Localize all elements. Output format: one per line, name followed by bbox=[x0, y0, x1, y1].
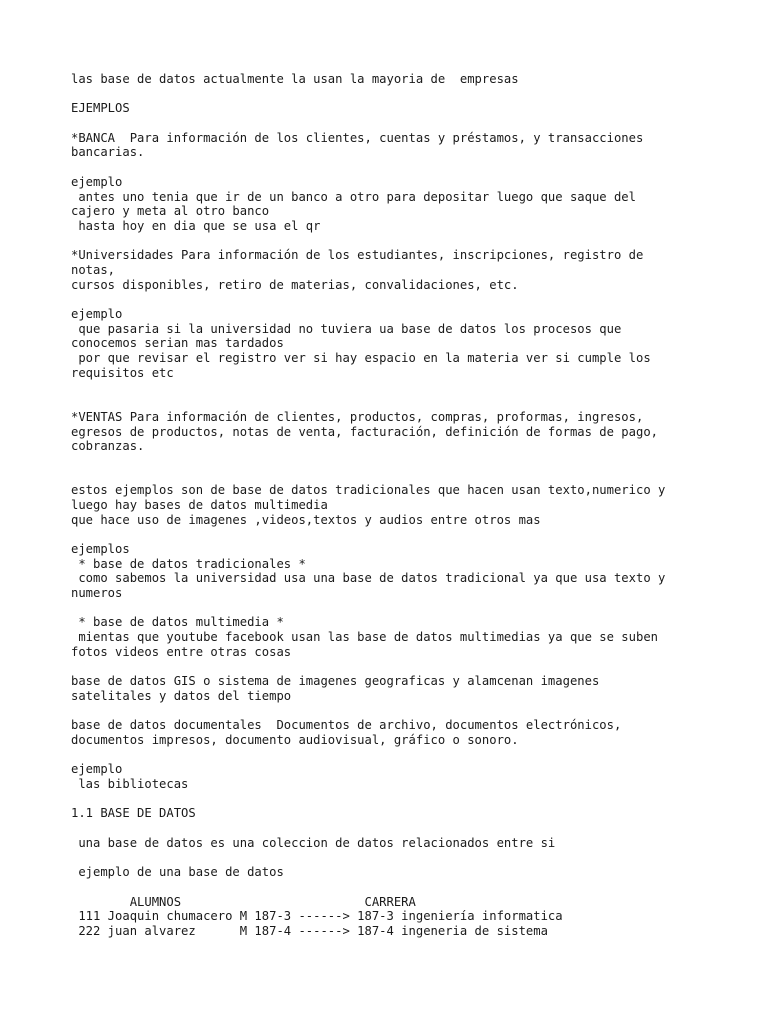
blank-line bbox=[71, 380, 711, 395]
blank-line bbox=[71, 792, 711, 807]
text-line: ALUMNOS CARRERA bbox=[71, 894, 416, 909]
text-line: hasta hoy en dia que se usa el qr bbox=[71, 218, 321, 233]
blank-line bbox=[71, 469, 711, 484]
text-line: ejemplo de una base de datos bbox=[71, 865, 284, 880]
blank-line bbox=[71, 748, 711, 763]
text-line: luego hay bases de datos multimedia bbox=[71, 497, 328, 512]
text-line: ejemplos bbox=[71, 542, 130, 556]
text-line: documentos impresos, documento audiovisual, gráfico o sonoro. bbox=[71, 732, 519, 747]
text-line: *VENTAS Para información de clientes, productos, compras, proformas, ingresos, bbox=[71, 409, 644, 424]
text-line: fotos videos entre otras cosas bbox=[71, 644, 292, 659]
text-line: * base de datos tradicionales * bbox=[71, 556, 306, 571]
text-line: mientas que youtube facebook usan las base de datos multimedias ya que se suben bbox=[71, 630, 658, 645]
text-line: las base de datos actualmente la usan la mayoria de empresas bbox=[71, 72, 519, 86]
text-line: una base de datos es una coleccion de datos relacionados entre si bbox=[71, 835, 556, 850]
text-line: que hace uso de imagenes ,videos,textos y audios entre otros mas bbox=[71, 512, 541, 527]
text-line: satelitales y datos del tiempo bbox=[71, 688, 292, 703]
text-line: cobranzas. bbox=[71, 439, 145, 454]
text-line: requisitos etc bbox=[71, 365, 174, 380]
blank-line bbox=[71, 454, 711, 469]
document-page bbox=[71, 72, 711, 939]
text-line: 1.1 BASE DE DATOS bbox=[71, 806, 196, 821]
blank-line bbox=[71, 660, 711, 675]
text-line: 222 juan alvarez M 187-4 ------> 187-4 ingeneria de sistema bbox=[71, 923, 548, 938]
text-line: 111 Joaquin chumacero M 187-3 ------> 187-3 ingeniería informatica bbox=[71, 909, 563, 924]
text-line: estos ejemplos son de base de datos tradicionales que hacen usan texto,numerico y bbox=[71, 483, 666, 498]
blank-line bbox=[71, 601, 711, 616]
text-line: bancarias. bbox=[71, 145, 145, 160]
blank-line bbox=[71, 234, 711, 249]
blank-line bbox=[71, 850, 711, 865]
text-line: antes uno tenia que ir de un banco a otro para depositar luego que saque del bbox=[71, 189, 636, 204]
blank-line bbox=[71, 292, 711, 307]
blank-line bbox=[71, 395, 711, 410]
text-line: egresos de productos, notas de venta, facturación, definición de formas de pago, bbox=[71, 424, 658, 439]
text-line: base de datos documentales Documentos de archivo, documentos electrónicos, bbox=[71, 718, 622, 733]
text-line: ejemplo bbox=[71, 174, 123, 189]
text-line: que pasaria si la universidad no tuviera ua base de datos los procesos que bbox=[71, 321, 622, 336]
text-line: cursos disponibles, retiro de materias, convalidaciones, etc. bbox=[71, 277, 519, 292]
text-line: como sabemos la universidad usa una base de datos tradicional ya que usa texto y bbox=[71, 571, 666, 586]
text-line: EJEMPLOS bbox=[71, 101, 130, 116]
text-line: *BANCA Para información de los clientes, cuentas y préstamos, y transacciones bbox=[71, 130, 644, 145]
text-line: cajero y meta al otro banco bbox=[71, 204, 270, 219]
blank-line bbox=[71, 116, 711, 131]
text-line: ejemplo bbox=[71, 762, 123, 777]
blank-line bbox=[71, 821, 711, 836]
text-line: notas, bbox=[71, 262, 116, 277]
text-line: *Universidades Para información de los estudiantes, inscripciones, registro de bbox=[71, 248, 644, 263]
text-line: * base de datos multimedia * bbox=[71, 615, 284, 630]
blank-line bbox=[71, 527, 711, 542]
blank-line bbox=[71, 87, 711, 102]
text-line: ejemplo bbox=[71, 307, 123, 321]
text-line: conocemos serian mas tardados bbox=[71, 336, 284, 351]
text-line: base de datos GIS o sistema de imagenes geograficas y alamcenan imagenes bbox=[71, 674, 600, 689]
blank-line bbox=[71, 880, 711, 895]
blank-line bbox=[71, 704, 711, 719]
text-line: las bibliotecas bbox=[71, 777, 189, 791]
blank-line bbox=[71, 160, 711, 175]
text-line: numeros bbox=[71, 586, 123, 601]
text-line: por que revisar el registro ver si hay espacio en la materia ver si cumple los bbox=[71, 351, 651, 366]
